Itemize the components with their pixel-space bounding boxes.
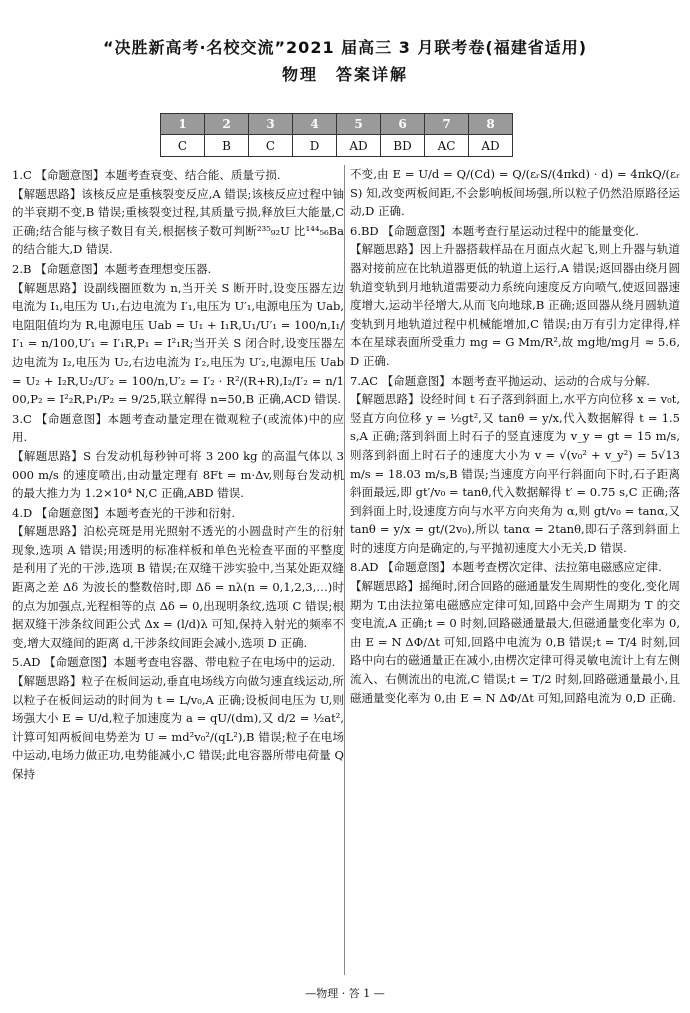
q7-heading: 7.AC 【命题意图】本题考查平抛运动、运动的合成与分解. xyxy=(350,373,650,388)
answer-table-answer-row xyxy=(161,135,513,157)
answer-cell: AD xyxy=(469,135,513,157)
question-number: 4 xyxy=(293,114,337,135)
page-footer: —物理 · 答 1 — xyxy=(305,987,385,1000)
q3-explanation: 【解题思路】S 台发动机每秒钟可将 3 200 kg 的高温气体以 3 000 m/s 的速度喷出,由动量定理有 8Ft = m·Δv,则每台发动机的最大推力为 1.2×10⁴ N,C 正确,ABD 错误. xyxy=(12,448,344,501)
right-column xyxy=(350,165,680,707)
q3-heading: 3.C 【命题意图】本题考查动量定理在微观粒子(或流体)中的应用. xyxy=(12,411,344,445)
q5-heading: 5.AD 【命题意图】本题考查电容器、带电粒子在电场中的运动. xyxy=(12,655,336,670)
question-number: 8 xyxy=(469,114,513,135)
q2-heading: 2.B 【命题意图】本题考查理想变压器. xyxy=(12,261,212,276)
q1-explanation: 【解题思路】该核反应是重核裂变反应,A 错误;该核反应过程中铀的半衰期不变,B 错误;重核裂变过程,其质量亏损,释放巨大能量,C 正确;结合能与核子数目有关,根据核子数可判断²³⁵₉₂U 比¹⁴⁴₅₆Ba 的结合能大,D 错误. xyxy=(12,186,344,257)
q5-explanation-continued: 不变,由 E = U/d = Q/(Cd) = Q/(εᵣS/(4πkd) · d) = 4πkQ/(εᵣS) 知,改变两板间距,不会影响板间场强,所以粒子仍然沿原路径运动,D 正确. xyxy=(350,167,680,219)
q4-explanation: 【解题思路】泊松亮斑是用光照射不透光的小圆盘时产生的衍射现象,选项 A 错误;用透明的标准样板和单色光检查平面的平整度是利用了光的干涉,选项 B 错误;在双缝干涉实验中,当某处距双缝距离之差 Δδ 为波长的整数倍时,即 Δδ = nλ(n = 0,1,2,3,…)时的点为加强点,光程相等的点 Δδ = 0,出现明条纹,选项 C 错误;根据双缝干涉条纹间距公式 Δx = (l/d)λ 可知,保持入射光的频率不变,增大双缝间的距离 d,干涉条纹间距会减小,选项 D 正确. xyxy=(12,524,344,650)
q5-explanation: 【解题思路】粒子在板间运动,垂直电场线方向做匀速直线运动,所以粒子在板间运动的时间为 t = L/v₀,A 正确;设板间电压为 U,则场强大小 E = U/d,粒子加速度为 a = qU/(dm),又 d/2 = ½at²,计算可知两板间电势差为 U = md²v₀²/(qL²),B 错误;粒子在电场中运动,电场力做正功,电势能减小,C 错误;此电容器所带电荷量 Q 保持 xyxy=(12,674,344,781)
q6-explanation: 【解题思路】因上升器搭载样品在月面点火起飞,则上升器与轨道器对接前应在比轨道器更低的轨道上运行,A 错误;返回器由绕月圆轨道变轨到月地轨道需要动力系统向速度反方向喷气,使返回器速度增大,运动半径增大,从而飞向地球,B 正确;返回器从绕月圆轨道变轨到月地轨道过程中机械能增加,C 错误;由万有引力定律得,样本在星球表面所受重力 mg = G Mm/R²,故 mg地/mg月 ≈ 5.6,D 正确. xyxy=(350,242,680,368)
column-divider xyxy=(344,165,345,975)
question-number: 6 xyxy=(381,114,425,135)
exam-title: “决胜新高考·名校交流”2021 届高三 3 月联考卷(福建省适用) xyxy=(102,38,588,57)
question-number: 1 xyxy=(161,114,205,135)
answer-cell: AD xyxy=(337,135,381,157)
left-column xyxy=(12,165,344,784)
q6-heading: 6.BD 【命题意图】本题考查行星运动过程中的能量变化. xyxy=(350,223,639,238)
question-number: 2 xyxy=(205,114,249,135)
answer-cell: B xyxy=(205,135,249,157)
question-number: 5 xyxy=(337,114,381,135)
answer-cell: D xyxy=(293,135,337,157)
answer-cell: AC xyxy=(425,135,469,157)
answer-table-header-row xyxy=(161,114,513,135)
q8-explanation: 【解题思路】摇绳时,闭合回路的磁通量发生周期性的变化,变化周期为 T,由法拉第电磁感应定律可知,回路中会产生周期为 T 的交变电流,A 正确;t = 0 时刻,回路磁通量最大,但磁通量变化率为 0,由 E = N ΔΦ/Δt 可知,回路中电流为 0,B 错误;t = T/4 时刻,回路中向右的磁通量正在减小,由楞次定律可得灵敏电流计上有左侧流入、右侧流出的电流,C 错误;t = T/2 时刻,回路磁通量最小,且磁通量变化率为 0,由 E = N ΔΦ/Δt 可知,回路电流为 0,D 正确. xyxy=(350,579,680,705)
answer-cell: BD xyxy=(381,135,425,157)
answer-cell: C xyxy=(161,135,205,157)
q8-heading: 8.AD 【命题意图】本题考查楞次定律、法拉第电磁感应定律. xyxy=(350,560,662,575)
answer-cell: C xyxy=(249,135,293,157)
q1-heading: 1.C 【命题意图】本题考查衰变、结合能、质量亏损. xyxy=(12,168,281,182)
q4-heading: 4.D 【命题意图】本题考查光的干涉和衍射. xyxy=(12,505,236,520)
question-number: 7 xyxy=(425,114,469,135)
answer-table xyxy=(160,113,513,157)
q2-explanation: 【解题思路】设副线圈匝数为 n,当开关 S 断开时,设变压器左边电流为 I₁,电压为 U₁,右边电流为 I′₁,电压为 U′₁,电源电压为 Uab,电阻阻值均为 R,电源电压 Uab = U₁ + I₁R,U₁/U′₁ = 100/n,I₁/I′₁ = n/100,U′₁ = I′₁R,P₁ = I²₁R;当开关 S 闭合时,设变压器左边电流为 I₂,电压为 U₂,右边电流为 I′₂,电压为 U′₂,电源电压 Uab = U₂ + I₂R,U₂/U′₂ = 100/n,U′₂ = I′₂ · R²/(R+R),I₂/I′₂ = n/100,P₂ = I²₂R,P₁/P₂ = 9/25,联立解得 n=50,B 正确,ACD 错误. xyxy=(12,280,344,407)
q7-explanation: 【解题思路】设经时间 t 石子落到斜面上,水平方向位移 x = v₀t,竖直方向位移 y = ½gt²,又 tanθ = y/x,代入数据解得 t = 1.5 s,A 正确;落到斜面上时石子的竖直速度为 v_y = gt = 15 m/s,则落到斜面上时石子的速度大小为 v = √(v₀² + v_y²) = 5√13 m/s = 18.03 m/s,B 错误;当速度方向平行斜面向下时,石子距离斜面最远,即 gt′/v₀ = tanθ,代入数据解得 t′ = 0.75 s,C 正确;落到斜面上时,设速度方向与水平方向夹角为 α,则 gt/v₀ = tanα,又 tanθ = y/x = gt/(2v₀),所以 tanα = 2tanθ,即石子落到斜面上时的速度方向是确定的,与平抛初速度大小无关,D 错误. xyxy=(350,392,680,555)
question-number: 3 xyxy=(249,114,293,135)
exam-subtitle: 物理 答案详解 xyxy=(281,65,408,84)
